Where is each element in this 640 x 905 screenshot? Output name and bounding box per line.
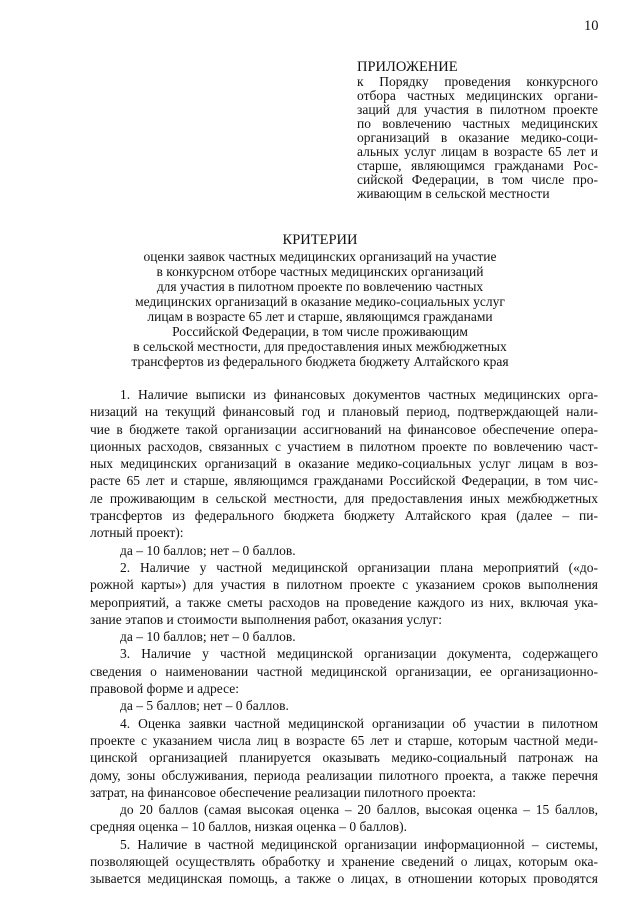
score-line: да – 10 баллов; нет – 0 баллов. [120,542,296,558]
appendix-heading: ПРИЛОЖЕНИЕ [357,59,458,75]
body-line: низаций на текущий финансовый год и плановый период, подтверждающей нали- [90,404,598,420]
appendix-block [357,60,598,201]
appendix-line: заций для участия в пилотном проекте [357,102,598,117]
criteria-subtitle-line: трансфертов из федерального бюджета бюджету Алтайского края [131,354,509,369]
body-line: рожной карты») для участия в пилотном проекте с указанием сроков выполнения [90,577,598,593]
body-line: расте 65 лет и старше, являющимся гражданами Российской Федерации, в том чис- [90,473,598,489]
appendix-line: к Порядку проведения конкурсного [357,74,598,89]
body-line: ционных расходов, связанных с участием в пилотном проекте по вовлечению част- [90,438,598,454]
body-line: зывается медицинская помощь, а также о лицах, в отношении которых проводятся [90,871,598,887]
criteria-subtitle-line: оценки заявок частных медицинских организаций на участие [143,249,497,264]
appendix-line: по вовлечению частных медицинских [357,116,598,131]
appendix-line: старше, являющимся гражданами Рос- [357,158,598,173]
score-line: да – 10 баллов; нет – 0 баллов. [120,629,296,645]
criteria-subtitle-line: в конкурсном отборе частных медицинских организаций [156,264,484,279]
criteria-title: КРИТЕРИИ [282,232,358,248]
appendix-line: альных услуг лицам в возрасте 65 лет и [357,144,598,159]
appendix-line: живающим в сельской местности [357,186,550,201]
body-line: позволяющей осуществлять обработку и хранение сведений о лицах, которым ока- [90,854,598,870]
body-line: лотный проект): [90,525,184,541]
body-line: проекте с указанием числа лиц в возрасте 65 лет и старше, которым частной меди- [90,732,598,748]
criteria-header [100,233,540,369]
body-line: затрат, на финансовое обеспечение реализации пилотного проекта: [90,784,476,800]
score-line: да – 5 баллов; нет – 0 баллов. [120,698,289,714]
body-line: цинской организацией планируется оказывать медико-социальный патронаж на [90,750,598,766]
body-line: 4. Оценка заявки частной медицинской организации об участии в пилотном [120,715,598,731]
criteria-subtitle-line: в сельской местности, для предоставления иных межбюджетных [133,339,507,354]
body-line: правовой форме и адресе: [90,681,240,697]
appendix-line: организаций в оказание медико-соци- [357,130,598,145]
score-line: до 20 баллов (самая высокая оценка – 20 баллов, высокая оценка – 15 баллов, [120,802,598,818]
criteria-subtitle-line: Российской Федерации, в том числе проживающим [172,324,468,339]
body-line: чие в бюджете такой организации ассигнований на финансовое обеспечение опера- [90,421,598,437]
appendix-line: сийской Федерации, в том числе про- [357,172,598,187]
criteria-subtitle-line: лицам в возрасте 65 лет и старше, являющимся гражданами [147,309,493,324]
body-line: мероприятий, а также сметы расходов на проведение каждого из них, включая ука- [90,594,598,610]
criteria-subtitle-line: медицинских организаций в оказание медико-социальных услуг [135,294,505,309]
page-number: 10 [584,18,599,34]
appendix-line: отбора частных медицинских органи- [357,88,598,103]
body-line: ных медицинских организаций в оказание медико-социальных услуг лицам в воз- [90,456,598,472]
body-line: 2. Наличие у частной медицинской организации плана мероприятий («до- [120,559,598,575]
body-line: 5. Наличие в частной медицинской организации информационной – системы, [120,836,598,852]
body-line: ле проживающим в сельской местности, для предоставления иных межбюджетных [90,490,598,506]
body-line: дому, зоны обслуживания, периода реализации пилотного проекта, а также перечня [90,767,598,783]
body-line: 3. Наличие у частной медицинской организации документа, содержащего [120,646,598,662]
body-line: 1. Наличие выписки из финансовых документов частных медицинских орга- [120,387,598,402]
criteria-subtitle-line: для участия в пилотном проекте по вовлечению частных [156,279,484,294]
criteria-body [90,386,598,888]
score-line: средняя оценка – 10 баллов, низкая оценка – 0 баллов). [90,819,408,835]
body-line: трансфертов из федерального бюджета бюджету Алтайского края (далее – пи- [90,508,598,524]
body-line: сведения о наименовании частной медицинской организации, ее организационно- [90,663,598,679]
body-line: зание этапов и стоимости выполнения работ, оказания услуг: [90,611,442,627]
